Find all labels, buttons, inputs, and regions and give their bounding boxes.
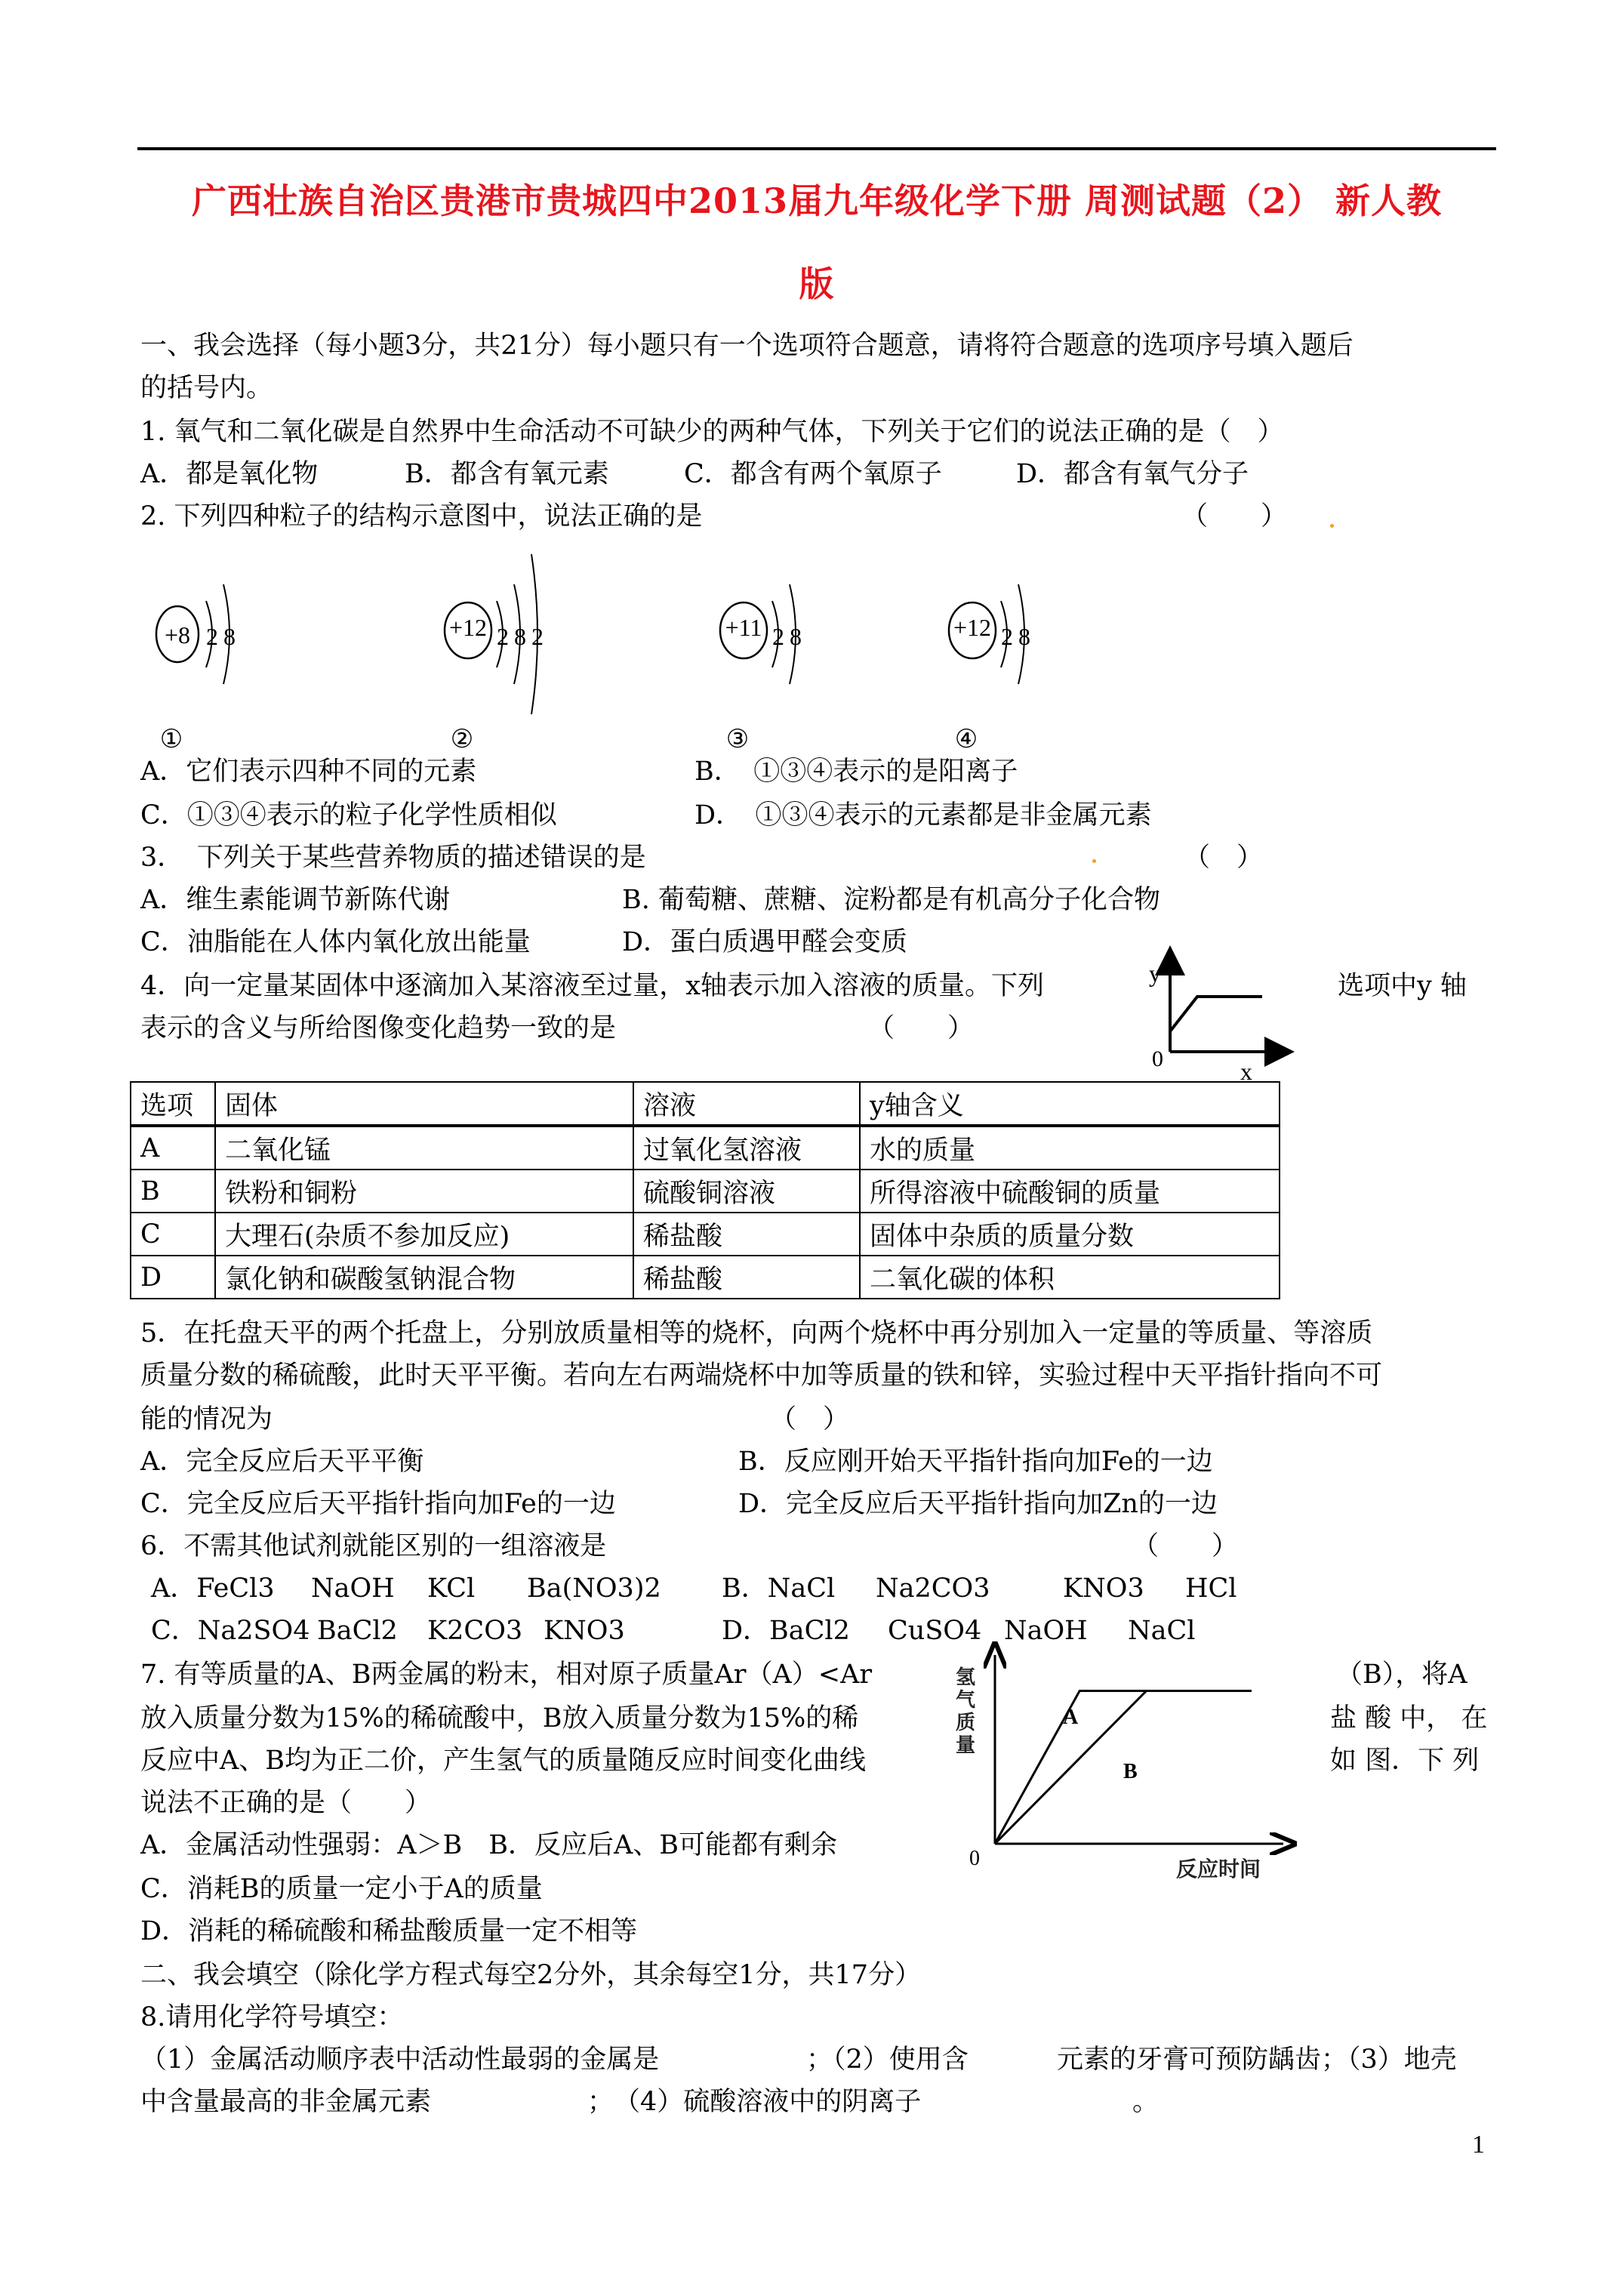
- shell-electron-count: 2: [1001, 623, 1013, 650]
- q3-option-d: D．蛋白质遇甲醛会变质: [622, 927, 908, 957]
- formula: NaOH: [1004, 1616, 1088, 1646]
- q2-option-b: B． ①③④表示的是阳离子: [694, 757, 1018, 787]
- formula: BaCl2: [317, 1616, 398, 1646]
- table-row: [131, 1170, 1280, 1213]
- q5-option-a: A．完全反应后天平平衡: [140, 1447, 424, 1477]
- table-cell: A: [131, 1126, 215, 1170]
- q7-stem-line1: 7. 有等质量的A、B两金属的粉末，相对原子质量Ar（A）<Ar: [140, 1660, 873, 1690]
- table-cell: 固体中杂质的质量分数: [860, 1213, 1280, 1256]
- q5-stem-line3: 能的情况为: [140, 1404, 273, 1435]
- diagram-label: ①: [159, 724, 183, 754]
- q8-end-period: 。: [1132, 2087, 1160, 2117]
- shell-electron-count: 2: [206, 623, 218, 650]
- q7-hydrogen-chart: [951, 1646, 1306, 1895]
- formula: CuSO4: [888, 1616, 982, 1646]
- q7-stem-line3: 反应中A、B均为正二价，产生氢气的质量随反应时间变化曲线: [140, 1746, 866, 1776]
- q7-stem-line1-cont: （B），将A: [1336, 1660, 1467, 1690]
- table-cell: 硫酸铜溶液: [633, 1170, 860, 1213]
- section2-heading: 二、我会填空（除化学方程式每空2分外，其余每空1分，共17分）: [140, 1960, 922, 1990]
- table-cell: 稀盐酸: [633, 1256, 860, 1299]
- formula: D．BaCl2: [722, 1616, 850, 1646]
- shell-electron-count: 2: [497, 623, 509, 650]
- table-header-row: [131, 1082, 1280, 1126]
- diagram-label: ④: [954, 724, 978, 754]
- formula: B．NaCl: [722, 1573, 836, 1604]
- series-label-a: A: [1063, 1706, 1079, 1729]
- table-cell: 所得溶液中硫酸铜的质量: [860, 1170, 1280, 1213]
- page-number: 1: [1472, 2131, 1485, 2159]
- q5-stem-line1: 5．在托盘天平的两个托盘上，分别放质量相等的烧杯，向两个烧杯中再分别加入一定量的等质量、等溶质: [140, 1318, 1373, 1348]
- table-cell: 过氧化氢溶液: [633, 1126, 860, 1170]
- stray-mark: [1330, 524, 1334, 528]
- q4-stem: 4．向一定量某固体中逐滴加入某溶液至过量，x轴表示加入溶液的质量。下列: [140, 971, 1045, 1001]
- q8-stem: 8.请用化学符号填空：: [140, 2002, 404, 2032]
- q2-answer-bracket: （ ）: [1181, 501, 1288, 532]
- table-cell: C: [131, 1213, 215, 1256]
- q2-option-c: C．①③④表示的粒子化学性质相似: [140, 800, 557, 831]
- table-cell: 大理石(杂质不参加反应): [215, 1213, 633, 1256]
- x-axis-label: 反应时间: [1176, 1857, 1261, 1881]
- shell-electron-count: 2: [531, 623, 544, 650]
- q6-stem: 6．不需其他试剂就能区别的一组溶液是: [140, 1531, 607, 1561]
- q4-stem-cont: 选项中y 轴: [1338, 971, 1467, 1001]
- nucleus-charge: +11: [725, 614, 762, 641]
- q7-stem-line2-cont: 盐 酸 中， 在: [1330, 1703, 1488, 1734]
- q3-option-c: C．油脂能在人体内氧化放出能量: [140, 927, 531, 957]
- table-cell: B: [131, 1170, 215, 1213]
- formula: NaOH: [311, 1573, 395, 1604]
- q5-option-d: D．完全反应后天平指针指向加Zn的一边: [738, 1489, 1218, 1519]
- formula: Na2CO3: [876, 1573, 990, 1604]
- q5-stem-line2: 质量分数的稀硫酸，此时天平平衡。若向左右两端烧杯中加等质量的铁和锌，实验过程中天平指针指向不可: [140, 1361, 1383, 1391]
- table-cell: 水的质量: [860, 1126, 1280, 1170]
- x-axis-label: x: [1240, 1058, 1252, 1085]
- atom-diagram-2: [423, 544, 649, 770]
- q7-stem-line2: 放入质量分数为15%的稀硫酸中，B放入质量分数为15%的稀: [140, 1703, 859, 1734]
- header-cell: 选项: [131, 1082, 215, 1126]
- q2-stem: 2. 下列四种粒子的结构示意图中，说法正确的是: [140, 501, 703, 532]
- shell-electron-count: 2: [772, 623, 784, 650]
- formula: NaCl: [1128, 1616, 1196, 1646]
- atom-diagram-3: [698, 544, 925, 770]
- section1-heading-cont: 的括号内。: [140, 373, 273, 403]
- q4-answer-bracket: （ ）: [868, 1013, 975, 1043]
- table-row: [131, 1256, 1280, 1299]
- trend-line: [1170, 997, 1262, 1031]
- q1-option-a: A．都是氧化物: [140, 459, 319, 489]
- q7-option-c: C．消耗B的质量一定小于A的质量: [140, 1874, 543, 1904]
- q1-option-b: B．都含有氧元素: [405, 459, 609, 489]
- q5-option-c: C．完全反应后天平指针指向加Fe的一边: [140, 1489, 616, 1519]
- q8-line2-prompt: 中含量最高的非金属元素: [140, 2087, 432, 2117]
- q4-stem-line2: 表示的含义与所给图像变化趋势一致的是: [140, 1013, 617, 1043]
- formula: C．Na2SO4: [151, 1616, 310, 1646]
- shell-electron-count: 8: [223, 623, 236, 650]
- diagram-label: ②: [450, 724, 474, 754]
- formula: Ba(NO3)2: [527, 1573, 661, 1604]
- q1-option-c: C．都含有两个氧原子: [684, 459, 942, 489]
- q2-option-a: A．它们表示四种不同的元素: [140, 757, 477, 787]
- document-title-line2: 版: [799, 264, 835, 304]
- nucleus-charge: +12: [448, 614, 488, 641]
- q4-trend-graph: [1132, 951, 1329, 1087]
- origin-label: 0: [969, 1847, 980, 1870]
- nucleus-charge: +8: [164, 621, 191, 649]
- q3-option-b: B. 葡萄糖、蔗糖、淀粉都是有机高分子化合物: [622, 885, 1160, 915]
- formula: KNO3: [544, 1616, 625, 1646]
- table-cell: 二氧化碳的体积: [860, 1256, 1280, 1299]
- table-cell: 稀盐酸: [633, 1213, 860, 1256]
- document-title-line1: 广西壮族自治区贵港市贵城四中2013届九年级化学下册 周测试题（2） 新人教: [191, 180, 1443, 221]
- formula: A．FeCl3: [151, 1573, 275, 1604]
- atom-diagram-1: [132, 544, 359, 770]
- diagram-label: ③: [725, 724, 750, 754]
- nucleus-charge: +12: [953, 614, 992, 641]
- header-rule: [137, 147, 1496, 150]
- q6-answer-bracket: （ ）: [1132, 1531, 1239, 1561]
- q5-answer-bracket: （ ）: [770, 1404, 850, 1435]
- table-row: [131, 1126, 1280, 1170]
- header-cell: y轴含义: [860, 1082, 1280, 1126]
- formula: K2CO3: [427, 1616, 523, 1646]
- y-axis-label: y: [1149, 960, 1161, 987]
- table-cell: D: [131, 1256, 215, 1299]
- shell-electron-count: 8: [1018, 623, 1030, 650]
- q3-stem: 3． 下列关于某些营养物质的描述错误的是: [140, 843, 646, 873]
- section1-heading: 一、我会选择（每小题3分，共21分）每小题只有一个选项符合题意，请将符合题意的选项序号填入题后: [140, 331, 1354, 361]
- formula: KCl: [427, 1573, 476, 1604]
- q7-option-ab: A．金属活动性强弱：A＞B B．反应后A、B可能都有剩余: [140, 1830, 837, 1860]
- q2-option-d: D． ①③④表示的元素都是非金属元素: [694, 800, 1152, 831]
- shell-electron-count: 8: [514, 623, 526, 650]
- q4-options-table: [130, 1081, 1280, 1299]
- table-cell: 铁粉和铜粉: [215, 1170, 633, 1213]
- table-cell: 二氧化锰: [215, 1126, 633, 1170]
- formula: KNO3: [1063, 1573, 1144, 1604]
- table-cell: 氯化钠和碳酸氢钠混合物: [215, 1256, 633, 1299]
- series-label-b: B: [1123, 1760, 1138, 1783]
- q7-stem-line4: 说法不正确的是（ ）: [140, 1788, 432, 1818]
- header-cell: 固体: [215, 1082, 633, 1126]
- stray-mark: [1092, 859, 1096, 863]
- q7-option-d: D．消耗的稀硫酸和稀盐酸质量一定不相等: [140, 1916, 638, 1946]
- header-cell: 溶液: [633, 1082, 860, 1126]
- q1-option-d: D．都含有氧气分子: [1016, 459, 1249, 489]
- q8-blank1-prompt: （1）金属活动顺序表中活动性最弱的金属是: [140, 2045, 660, 2075]
- q3-answer-bracket: （ ）: [1184, 843, 1264, 873]
- atom-diagram-4: [927, 544, 1153, 770]
- table-row: [131, 1213, 1280, 1256]
- q3-option-a: A．维生素能调节新陈代谢: [140, 885, 451, 915]
- q8-blank2-prompt: ；（2）使用含: [806, 2045, 969, 2075]
- origin-label: 0: [1152, 1046, 1163, 1071]
- q7-stem-line3-cont: 如 图．下 列: [1330, 1746, 1480, 1776]
- formula: HCl: [1185, 1573, 1237, 1604]
- q1-stem: 1. 氧气和二氧化碳是自然界中生命活动不可缺少的两种气体，下列关于它们的说法正确的是（ ）: [140, 417, 1284, 447]
- q8-blank3-prompt: 元素的牙膏可预防龋齿；（3）地壳: [1057, 2045, 1457, 2075]
- q5-option-b: B．反应刚开始天平指针指向加Fe的一边: [738, 1447, 1213, 1477]
- y-axis-label-char: 氢气质量: [956, 1666, 976, 1757]
- shell-electron-count: 8: [790, 623, 802, 650]
- q8-blank4-prompt: ； （4）硫酸溶液中的阴离子: [587, 2087, 922, 2117]
